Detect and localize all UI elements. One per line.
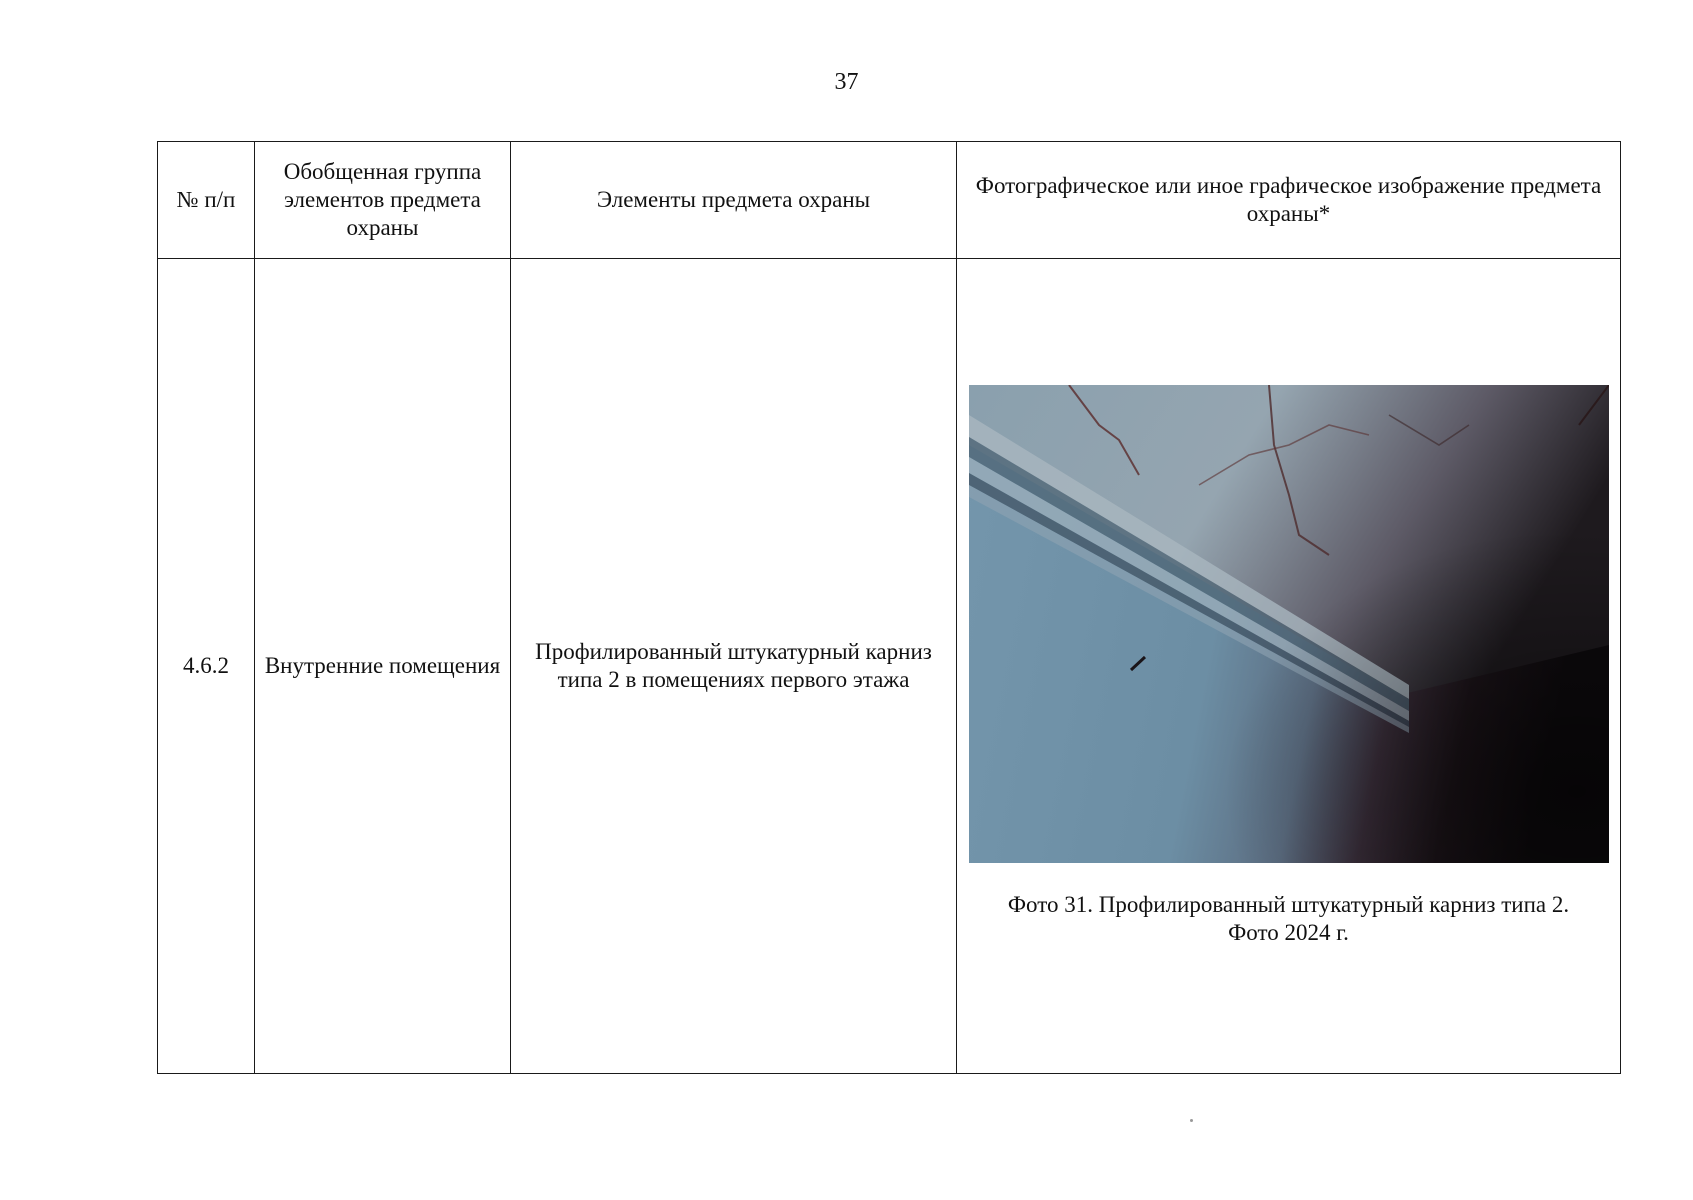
table-row [158, 259, 1621, 1074]
row-number: 4.6.2 [158, 259, 255, 1074]
cornice-photo [969, 385, 1609, 863]
table-header-row [158, 142, 1621, 259]
header-elements: Элементы предмета охраны [511, 142, 957, 259]
header-group: Обобщенная группа элементов предмета охраны [255, 142, 511, 259]
page-number: 37 [834, 69, 859, 95]
caption-line-1: Фото 31. Профилированный штукатурный карниз типа 2. [1007, 892, 1570, 917]
row-image-cell [957, 259, 1621, 1074]
row-group: Внутренние помещения [255, 259, 511, 1074]
scan-speck [1190, 1119, 1193, 1122]
caption-line-2: Фото 2024 г. [1228, 920, 1349, 945]
row-elements: Профилированный штукатурный карниз типа 2 в помещениях первого этажа [511, 259, 957, 1074]
protection-subject-table [157, 141, 1621, 1074]
photo-caption [957, 891, 1620, 947]
header-image: Фотографическое или иное графическое изображение предмета охраны* [957, 142, 1621, 259]
header-number: № п/п [158, 142, 255, 259]
